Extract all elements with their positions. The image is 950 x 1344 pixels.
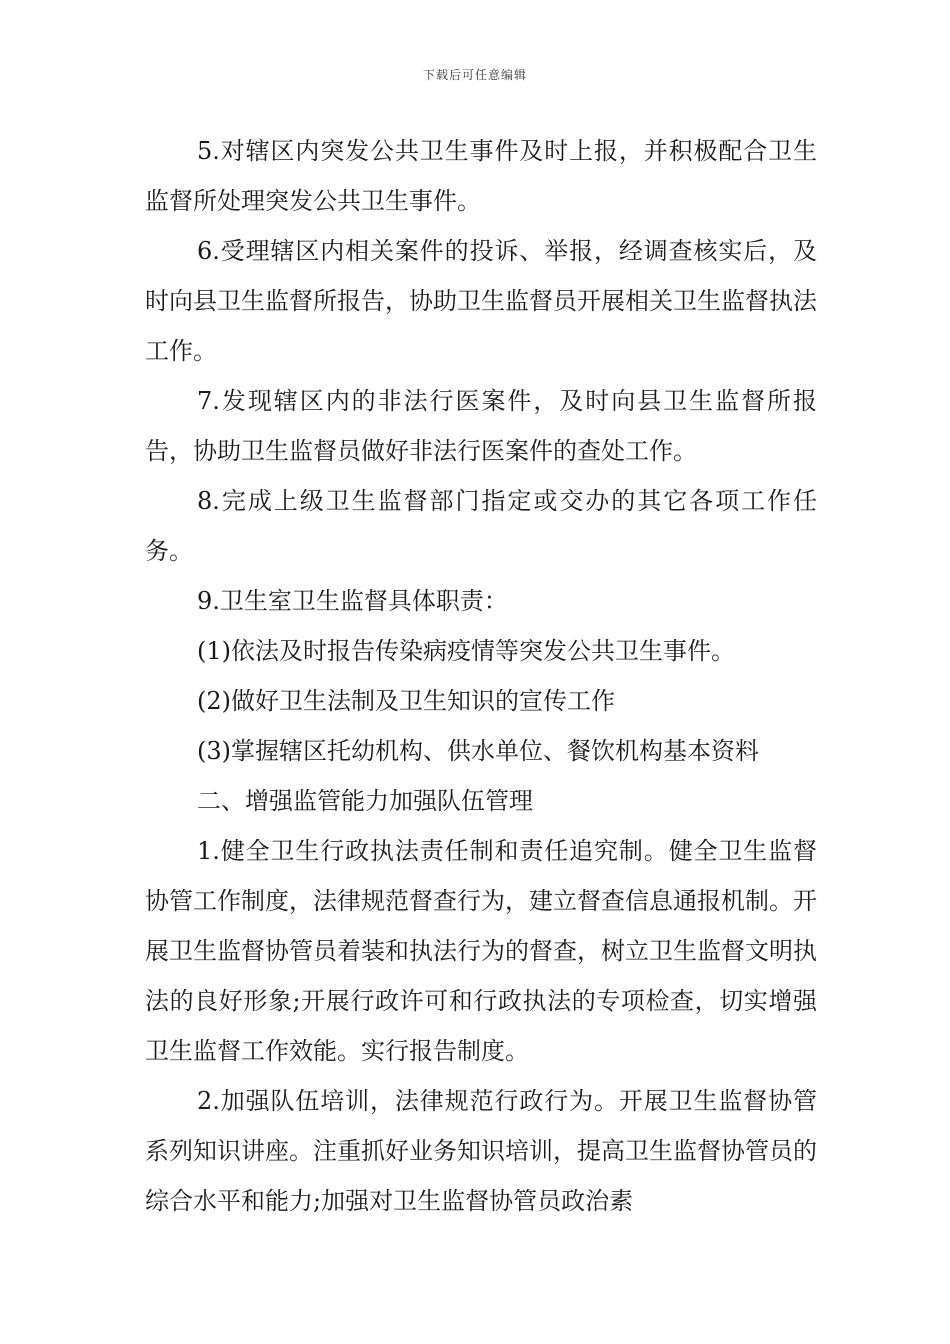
document-body [145, 126, 817, 1226]
list-item-3: (3)掌握辖区托幼机构、供水单位、餐饮机构基本资料 [197, 737, 759, 765]
paragraph-5: 5.对辖区内突发公共卫生事件及时上报，并积极配合卫生监督所处理突发公共卫生事件。 [145, 137, 817, 215]
list-item-2: (2)做好卫生法制及卫生知识的宣传工作 [197, 687, 615, 715]
list-item-1: (1)依法及时报告传染病疫情等突发公共卫生事件。 [197, 637, 735, 665]
page-header: 下载后可任意编辑 [422, 68, 527, 82]
paragraph-8: 8.完成上级卫生监督部门指定或交办的其它各项工作任务。 [145, 487, 817, 565]
paragraph-9: 9.卫生室卫生监督具体职责： [197, 587, 508, 615]
paragraph-7: 7.发现辖区内的非法行医案件，及时向县卫生监督所报告，协助卫生监督员做好非法行医案件的查处工作。 [145, 387, 817, 465]
paragraph-6: 6.受理辖区内相关案件的投诉、举报，经调查核实后，及时向县卫生监督所报告，协助卫生监督员开展相关卫生监督执法工作。 [145, 237, 817, 365]
section-2-paragraph-2: 2.加强队伍培训，法律规范行政行为。开展卫生监督协管系列知识讲座。注重抓好业务知识培训，提高卫生监督协管员的综合水平和能力;加强对卫生监督协管员政治素 [145, 1087, 817, 1215]
section-2-paragraph-1: 1.健全卫生行政执法责任制和责任追究制。健全卫生监督协管工作制度，法律规范督查行为，建立督查信息通报机制。开展卫生监督协管员着装和执法行为的督查，树立卫生监督文明执法的良好形象;开展行政许可和行政执法的专项检查，切实增强卫生监督工作效能。实行报告制度。 [145, 837, 817, 1065]
section-heading-2: 二、增强监管能力加强队伍管理 [197, 787, 533, 815]
